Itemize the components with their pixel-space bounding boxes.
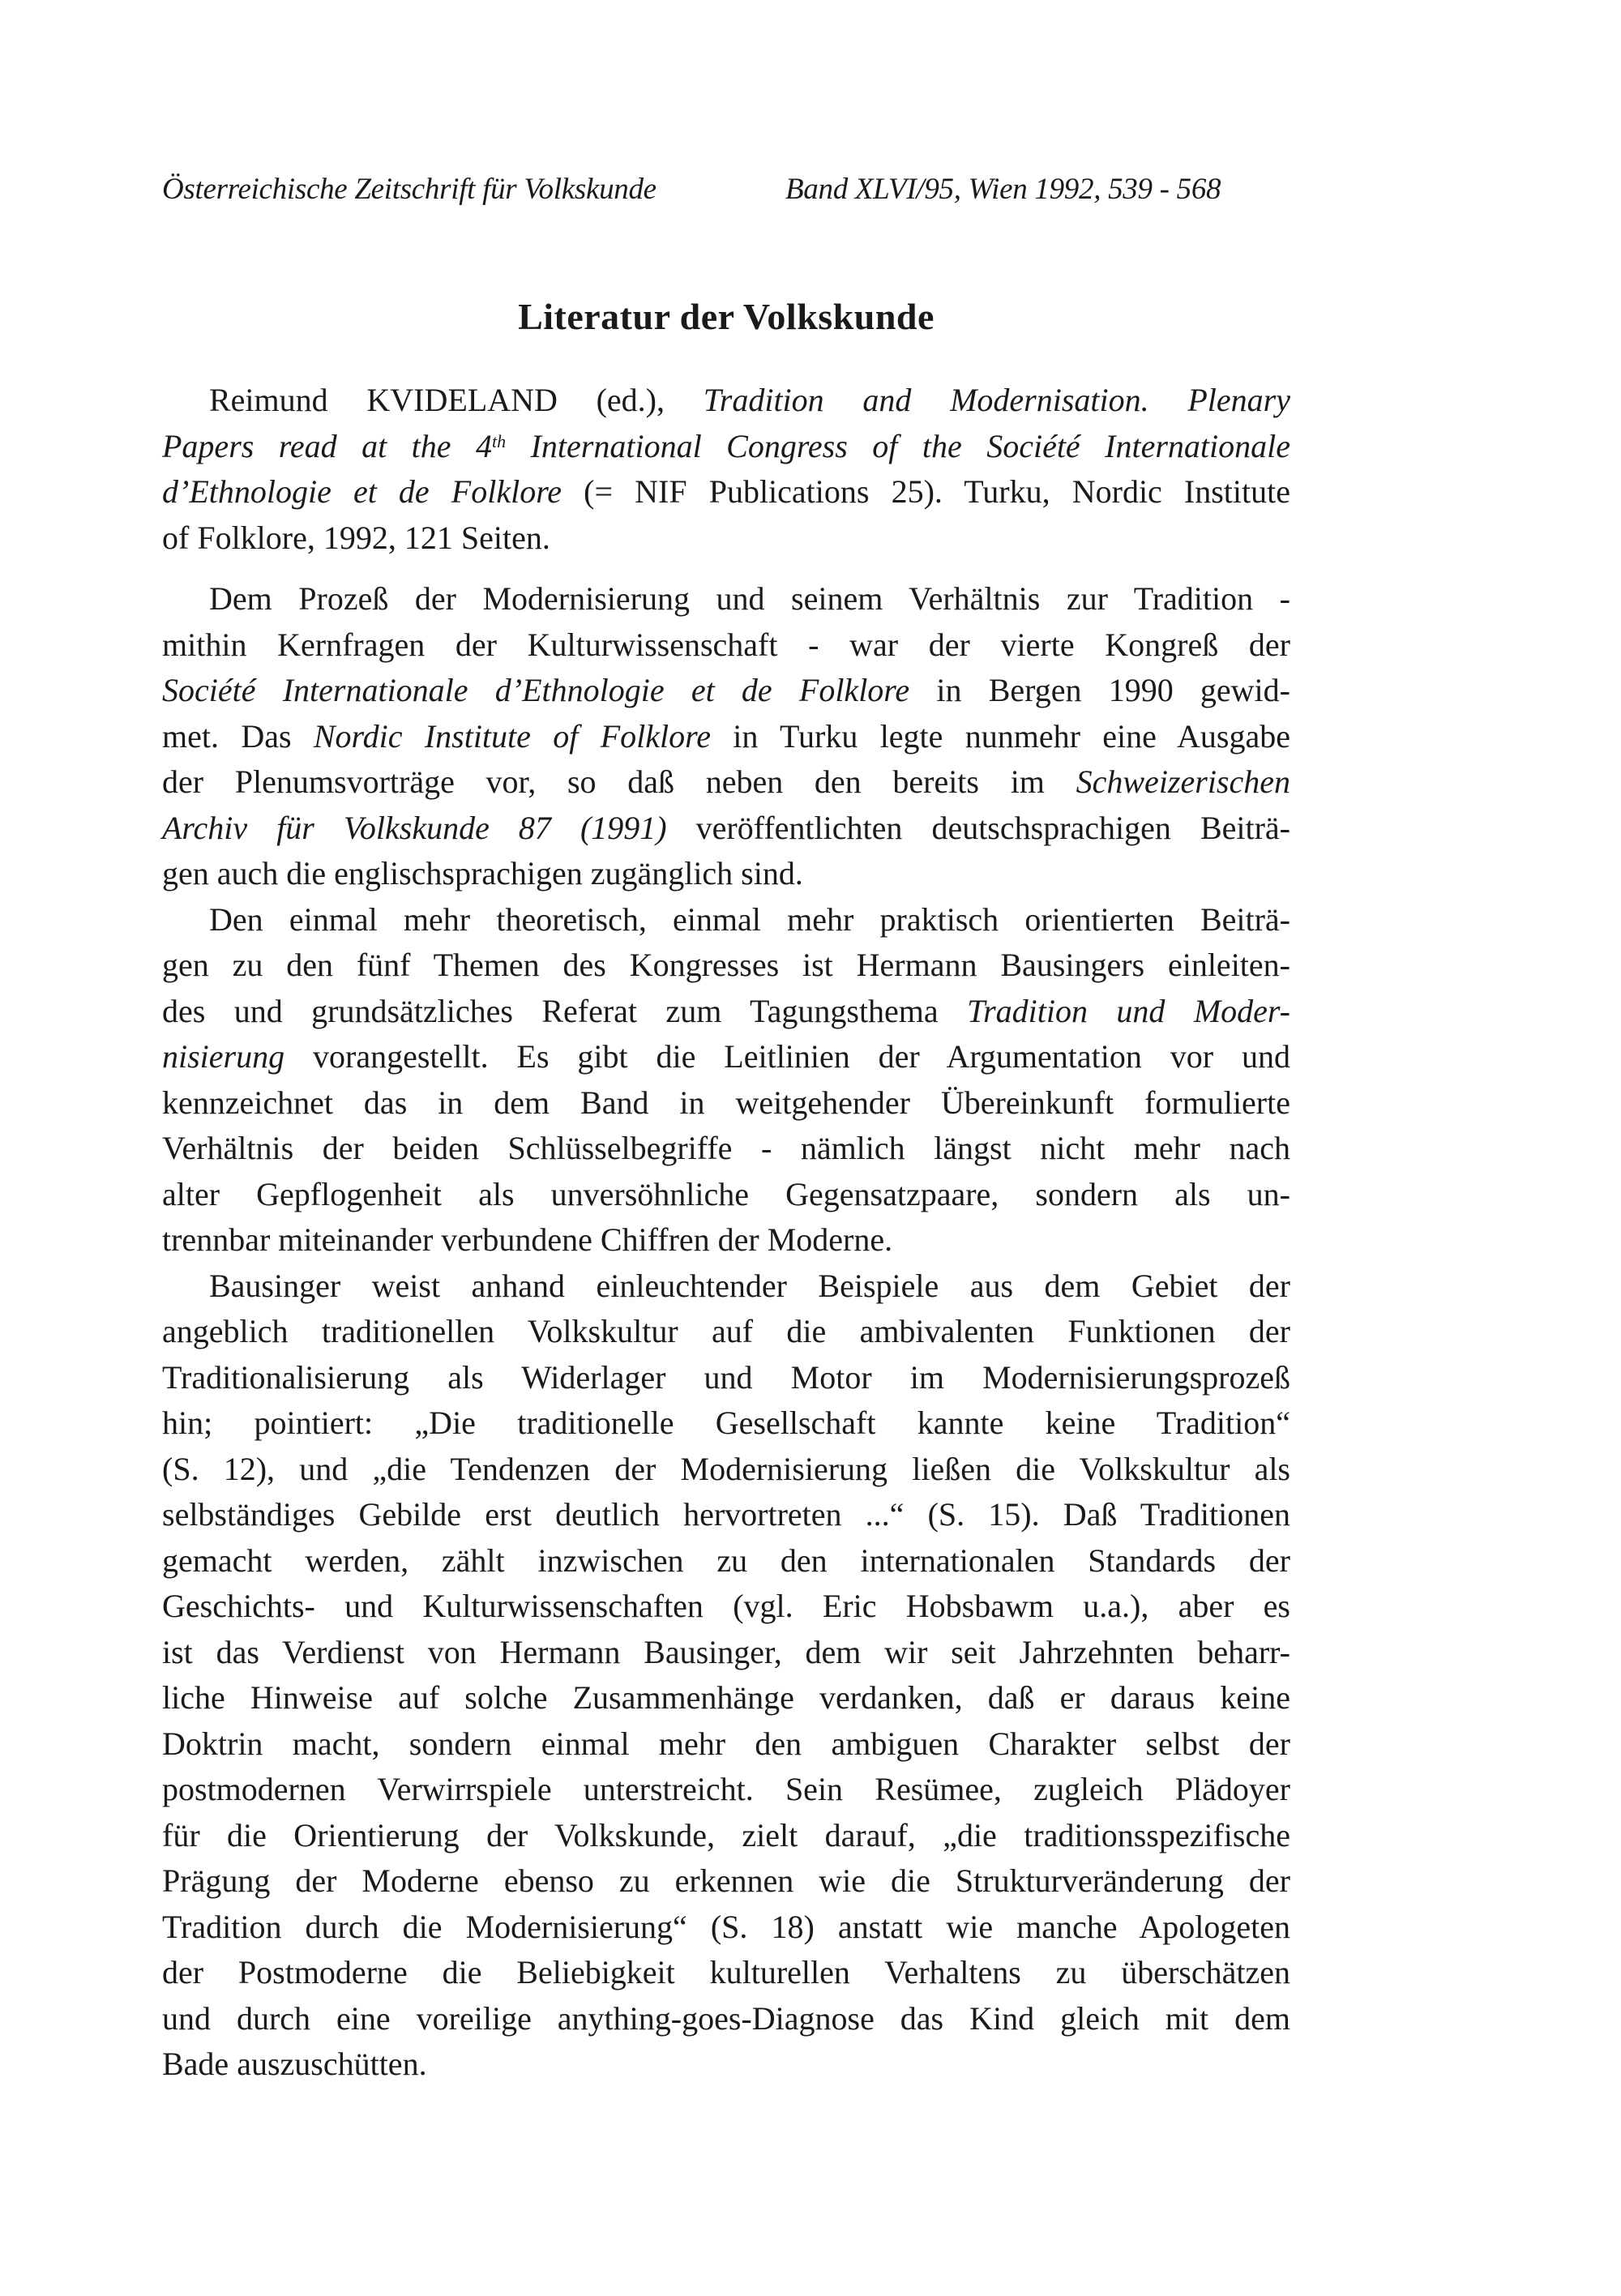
text-line [162, 1996, 1290, 2042]
section-title: Literatur der Volkskunde [518, 296, 935, 337]
text-line [162, 1675, 1290, 1721]
citation-line [162, 378, 1290, 424]
text-run: Dem Prozeß der Modernisierung und seinem Verhältnis zur Tradition - [209, 580, 1290, 617]
text-line [162, 1080, 1290, 1127]
text-line [162, 1217, 1290, 1263]
citation-line: of Folklore, 1992, 121 Seiten. [162, 519, 550, 556]
text-run: vorangestellt. Es gibt die Leitlinien der Argumentation vor und [284, 1038, 1290, 1075]
text-run: der Postmoderne die Beliebigkeit kulturellen Verhaltens zu überschätzen [162, 1954, 1290, 1990]
citation-title-text: International Congress of the Société Internationale [506, 427, 1291, 464]
citation-author: Reimund KVIDELAND (ed.), [209, 382, 665, 418]
text-line [162, 1172, 1290, 1218]
text-line [162, 989, 1290, 1035]
text-line [162, 1767, 1290, 1813]
text-line [162, 1813, 1290, 1859]
text-line [162, 1309, 1290, 1355]
text-run: in Turku legte nunmehr eine Ausgabe [710, 717, 1290, 755]
text-run: und durch eine voreilige anything-goes-Diagnose das Kind gleich mit dem [162, 1999, 1290, 2037]
text-run: alter Gepflogenheit als unversöhnliche Gegensatzpaare, sondern als un- [162, 1175, 1290, 1212]
text-run: gen zu den fünf Themen des Kongresses ist Hermann Bausingers einleiten- [162, 947, 1290, 983]
text-run: gen auch die englischsprachigen zugänglich sind. [162, 855, 803, 891]
review-paragraph [162, 576, 1290, 897]
italic-title: nisierung [162, 1038, 285, 1075]
text-run: Traditionalisierung als Widerlager und Motor im Modernisierungsprozeß [162, 1358, 1290, 1396]
text-line [162, 759, 1290, 806]
text-run: (S. 12), und „die Tendenzen der Modernisierung ließen die Volkskultur als [162, 1450, 1290, 1487]
italic-title: Archiv für Volkskunde 87 (1991) [162, 809, 667, 846]
text-run: Tradition durch die Modernisierung“ (S. 18) anstatt wie manche Apologeten [162, 1908, 1290, 1945]
citation-line [162, 469, 1290, 515]
text-line [162, 806, 1290, 852]
citation-series: (= NIF Publications 25). Turku, Nordic Institute [562, 473, 1291, 510]
citation-title [162, 428, 1290, 464]
text-line [162, 1584, 1290, 1630]
volume-info: Band XLVI/95, Wien 1992, 539 - 568 [785, 173, 1221, 206]
citation-block [162, 378, 1290, 561]
text-run: selbständiges Gebilde erst deutlich hervortreten ...“ (S. 15). Daß Traditionen [162, 1496, 1290, 1533]
text-line [162, 1263, 1290, 1310]
text-run: angeblich traditionellen Volkskultur auf die ambivalenten Funktionen der [162, 1313, 1290, 1349]
text-line [162, 1400, 1290, 1447]
text-run: Bausinger weist anhand einleuchtender Beispiele aus dem Gebiet der [209, 1267, 1290, 1304]
text-run: Verhältnis der beiden Schlüsselbegriffe - nämlich längst nicht mehr nach [162, 1130, 1290, 1166]
article-body [162, 378, 1290, 2088]
text-run: trennbar miteinander verbundene Chiffren der Moderne. [162, 1221, 893, 1258]
text-line [162, 714, 1290, 760]
text-run: Doktrin macht, sondern einmal mehr den ambiguen Charakter selbst der [162, 1725, 1290, 1762]
text-line [162, 1538, 1290, 1584]
citation-title: d’Ethnologie et de Folklore [162, 473, 562, 510]
text-run: hin; pointiert: „Die traditionelle Gesellschaft kannte keine Tradition“ [162, 1405, 1290, 1441]
italic-title: Société Internationale d’Ethnologie et de Folklore [162, 672, 910, 708]
text-line [162, 1492, 1290, 1538]
text-line [162, 2042, 1290, 2088]
journal-name: Österreichische Zeitschrift für Volkskunde [162, 173, 657, 206]
review-paragraphs [162, 576, 1290, 2088]
text-run: in Bergen 1990 gewid- [909, 672, 1290, 708]
text-run: veröffentlichten deutschsprachigen Beiträ- [666, 809, 1290, 846]
review-paragraph [162, 1263, 1290, 2088]
italic-title: Nordic Institute of Folklore [313, 717, 711, 755]
italic-title: Tradition und Moder- [967, 992, 1290, 1029]
text-run: postmodernen Verwirrspiele unterstreicht. Sein Resümee, zugleich Plädoyer [162, 1771, 1290, 1807]
text-line [162, 851, 1290, 897]
text-run: Geschichts- und Kulturwissenschaften (vgl. Eric Hobsbawm u.a.), aber es [162, 1588, 1290, 1624]
text-line [162, 1721, 1290, 1768]
text-line [162, 897, 1290, 943]
text-line [162, 1355, 1290, 1401]
citation-title-text: Papers read at the 4 [162, 427, 493, 464]
paragraph-gap [162, 561, 1290, 576]
text-run: Prägung der Moderne ebenso zu erkennen wie die Strukturveränderung der [162, 1862, 1290, 1899]
text-run: mithin Kernfragen der Kulturwissenschaft - war der vierte Kongreß der [162, 626, 1290, 663]
text-line [162, 1905, 1290, 1951]
citation-title: Tradition and Modernisation. Plenary [703, 382, 1290, 418]
text-run: liche Hinweise auf solche Zusammenhänge verdanken, daß er daraus keine [162, 1679, 1290, 1716]
text-line [162, 1858, 1290, 1905]
text-line [162, 622, 1290, 669]
text-run: kennzeichnet das in dem Band in weitgehender Übereinkunft formulierte [162, 1084, 1290, 1121]
text-run: der Plenumsvorträge vor, so daß neben den bereits im [162, 763, 1076, 800]
text-line [162, 1950, 1290, 1996]
citation-line [162, 424, 1290, 470]
italic-title: Schweizerischen [1076, 763, 1290, 800]
text-line [162, 943, 1290, 989]
text-run: gemacht werden, zählt inzwischen zu den internationalen Standards der [162, 1541, 1290, 1579]
text-run: des und grundsätzliches Referat zum Tagungsthema [162, 992, 968, 1029]
text-line [162, 1126, 1290, 1172]
text-line [162, 1630, 1290, 1676]
text-line [162, 1034, 1290, 1080]
review-paragraph [162, 897, 1290, 1263]
text-line [162, 668, 1290, 714]
text-run: für die Orientierung der Volkskunde, zielt darauf, „die traditionsspezifische [162, 1816, 1290, 1853]
text-run: ist das Verdienst von Hermann Bausinger, dem wir seit Jahrzehnten beharr- [162, 1633, 1290, 1670]
text-run: met. Das [162, 717, 314, 755]
text-line [162, 576, 1290, 622]
ordinal-suffix: th [492, 430, 507, 451]
text-run: Bade auszuschütten. [162, 2046, 427, 2082]
text-run: Den einmal mehr theoretisch, einmal mehr praktisch orientierten Beiträ- [209, 900, 1290, 938]
text-line [162, 1447, 1290, 1493]
